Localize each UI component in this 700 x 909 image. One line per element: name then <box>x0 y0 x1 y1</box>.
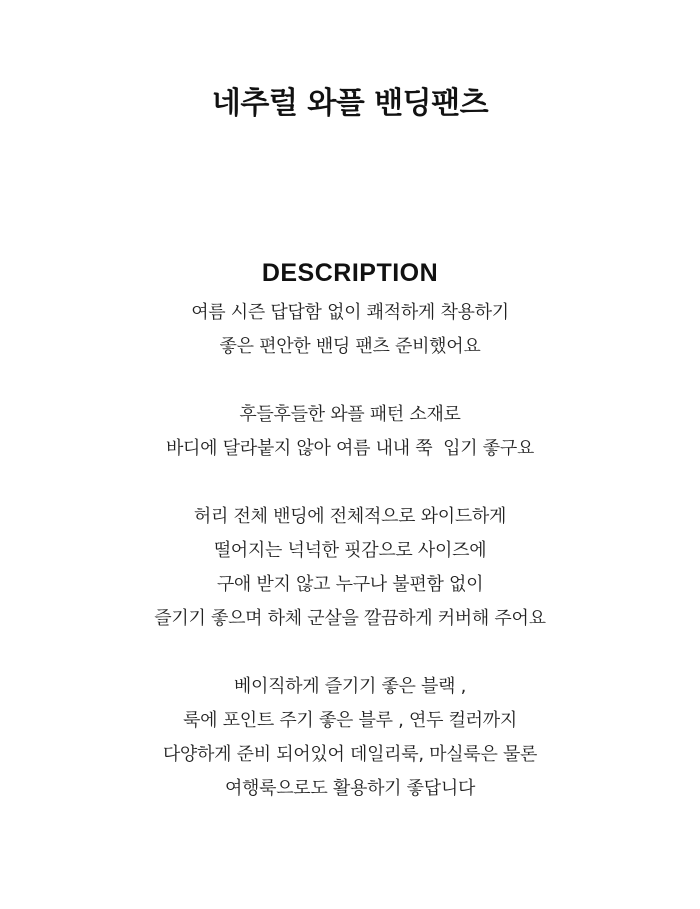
description-line: 떨어지는 넉넉한 핏감으로 사이즈에 <box>213 540 487 561</box>
description-paragraph <box>0 296 700 364</box>
description-line: 룩에 포인트 주기 좋은 블루 , 연두 컬러까지 <box>183 710 517 731</box>
description-paragraph <box>0 670 700 806</box>
description-line: 바디에 달라붙지 않아 여름 내내 쭉 입기 좋구요 <box>165 438 535 459</box>
description-line: 여름 시즌 답답함 없이 쾌적하게 착용하기 <box>191 302 509 323</box>
description-line: 구애 받지 않고 누구나 불편함 없이 <box>216 574 484 595</box>
description-line: 다양하게 준비 되어있어 데일리룩, 마실룩은 물론 <box>162 744 538 765</box>
description-line: 베이직하게 즐기기 좋은 블랙 , <box>233 676 467 697</box>
description-body <box>0 296 700 840</box>
description-paragraph <box>0 500 700 636</box>
description-line: 후들후들한 와플 패턴 소재로 <box>239 404 461 425</box>
description-line: 허리 전체 밴딩에 전체적으로 와이드하게 <box>193 506 507 527</box>
description-line: 좋은 편안한 밴딩 팬츠 준비했어요 <box>219 336 481 357</box>
description-paragraph <box>0 398 700 466</box>
description-line: 여행룩으로도 활용하기 좋답니다 <box>224 778 476 799</box>
description-line: 즐기기 좋으며 하체 군살을 깔끔하게 커버해 주어요 <box>154 608 546 629</box>
description-heading: DESCRIPTION <box>261 258 439 287</box>
product-title: 네추럴 와플 밴딩팬츠 <box>211 86 489 122</box>
